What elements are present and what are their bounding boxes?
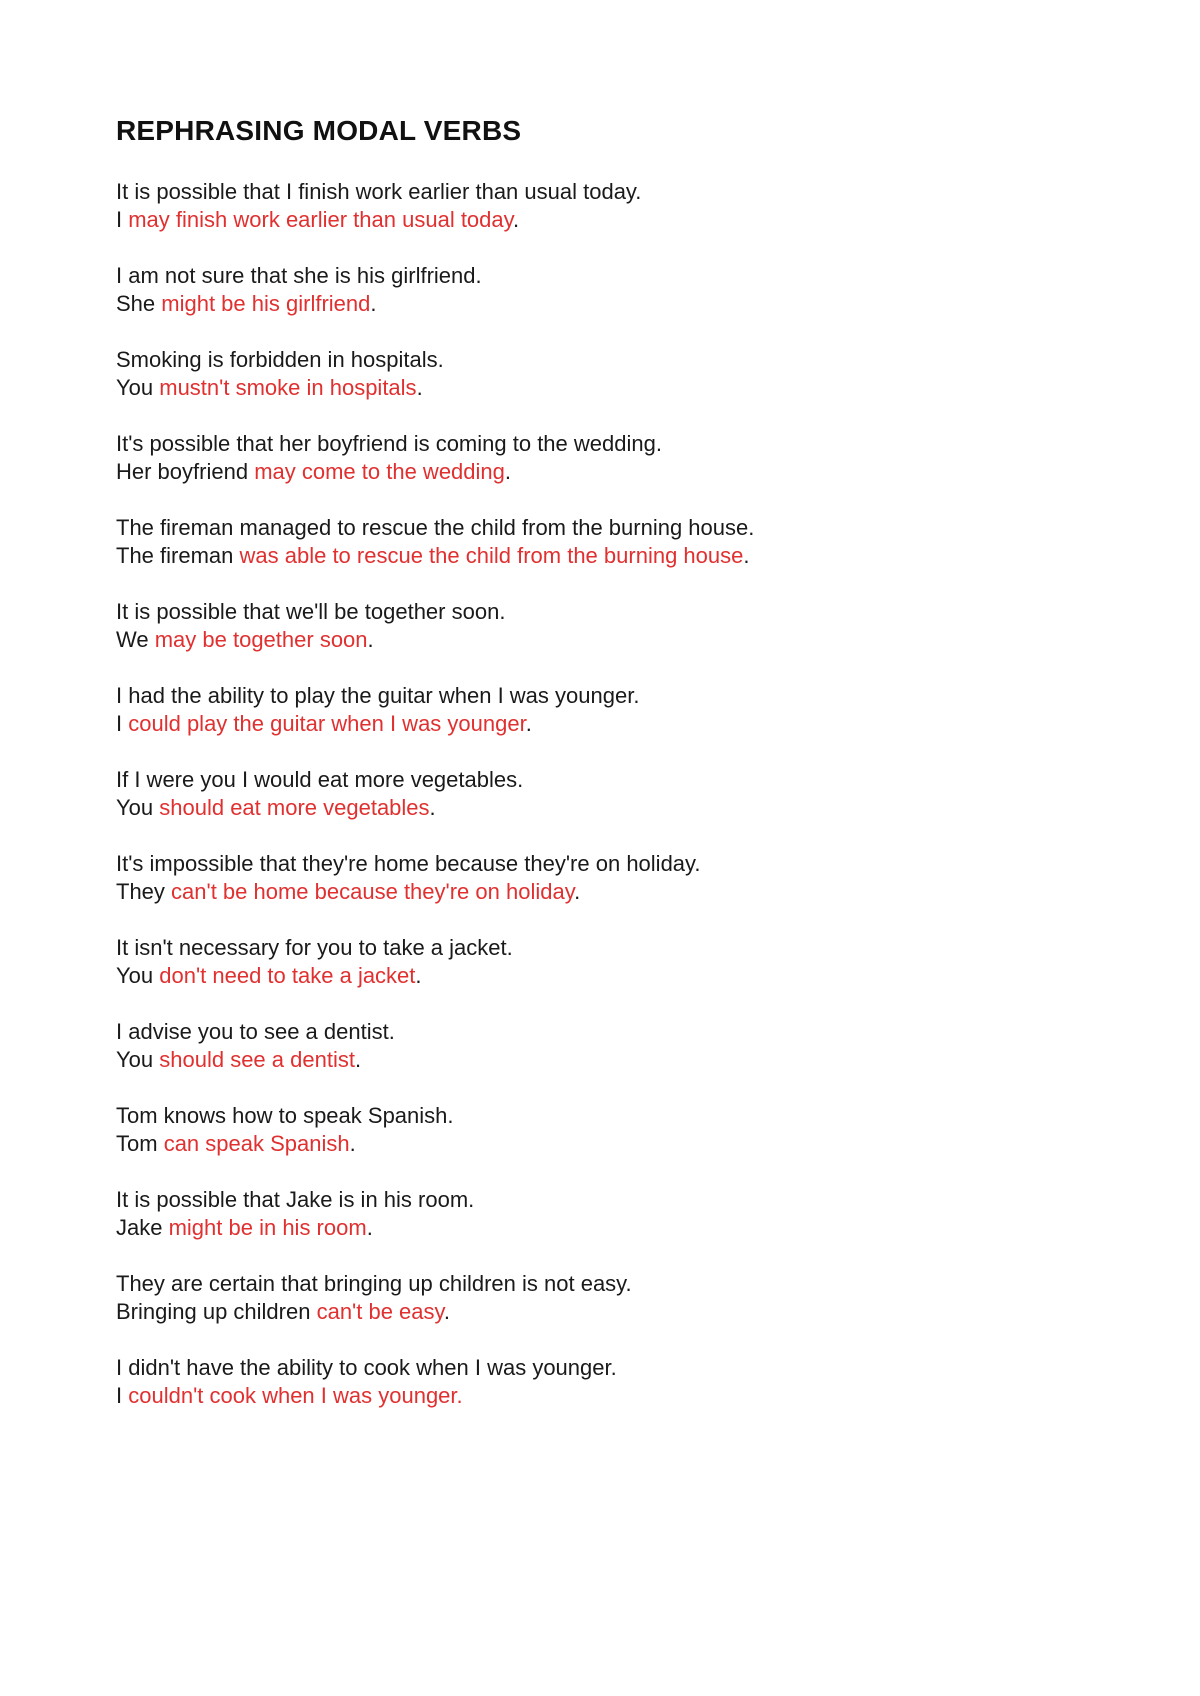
sentence-prefix: You [116,963,160,988]
rephrased-sentence [116,626,1116,654]
sentence-prefix: Bringing up children [116,1299,317,1324]
original-sentence: Tom knows how to speak Spanish. [116,1103,454,1128]
rephrased-sentence [116,962,1116,990]
original-sentence: I advise you to see a dentist. [116,1019,395,1044]
rephrased-sentence [116,1382,1116,1410]
sentence-prefix: We [116,627,155,652]
document-title: REPHRASING MODAL VERBS [116,115,522,146]
exercise-item [116,1354,1116,1438]
answer-text: might be his girlfriend [161,291,371,316]
original-sentence: It is possible that Jake is in his room. [116,1187,475,1212]
answer-text: should eat more vegetables [159,795,430,820]
answer-text: can speak Spanish [163,1131,350,1156]
sentence-suffix: . [370,291,377,316]
sentence-prefix: The fireman [116,543,240,568]
rephrased-sentence [116,1046,1116,1074]
original-sentence: They are certain that bringing up children is not easy. [116,1271,632,1296]
rephrased-sentence [116,206,1116,234]
sentence-suffix: . [429,795,436,820]
original-sentence: It is possible that we'll be together soon. [116,599,506,624]
original-sentence: The fireman managed to rescue the child from the burning house. [116,515,755,540]
answer-text: can't be easy [316,1299,444,1324]
answer-text: mustn't smoke in hospitals [159,375,417,400]
exercise-item [116,598,1116,682]
answer-text: couldn't cook when I was younger. [128,1383,463,1408]
exercise-item [116,262,1116,346]
exercise-item [116,346,1116,430]
exercise-item [116,1186,1116,1270]
answer-text: should see a dentist [159,1047,355,1072]
sentence-suffix: . [574,879,581,904]
rephrased-sentence [116,374,1116,402]
sentence-prefix: Jake [116,1215,169,1240]
exercise-item [116,1018,1116,1102]
original-sentence: Smoking is forbidden in hospitals. [116,347,444,372]
rephrased-sentence [116,1298,1116,1326]
rephrased-sentence [116,458,1116,486]
sentence-suffix: . [367,627,374,652]
rephrased-sentence [116,290,1116,318]
document-content [116,114,1116,1438]
rephrased-sentence [116,878,1116,906]
original-sentence: It's possible that her boyfriend is coming to the wedding. [116,431,662,456]
sentence-suffix: . [525,711,532,736]
original-sentence: It isn't necessary for you to take a jacket. [116,935,513,960]
exercise-item [116,1102,1116,1186]
answer-text: may finish work earlier than usual today [128,207,514,232]
rephrased-sentence [116,710,1116,738]
sentence-suffix: . [416,375,423,400]
sentence-suffix: . [366,1215,373,1240]
original-sentence: I am not sure that she is his girlfriend. [116,263,482,288]
sentence-prefix: I [116,1383,129,1408]
sentence-prefix: She [116,291,162,316]
answer-text: could play the guitar when I was younger [128,711,526,736]
sentence-prefix: I [116,207,129,232]
exercise-item [116,178,1116,262]
rephrased-sentence [116,794,1116,822]
exercise-list [116,178,1116,1438]
sentence-prefix: You [116,375,160,400]
rephrased-sentence [116,1130,1116,1158]
answer-text: don't need to take a jacket [159,963,416,988]
original-sentence: If I were you I would eat more vegetables. [116,767,524,792]
original-sentence: It is possible that I finish work earlier than usual today. [116,179,642,204]
exercise-item [116,514,1116,598]
sentence-prefix: You [116,795,160,820]
sentence-prefix: Tom [116,1131,164,1156]
exercise-item [116,1270,1116,1354]
answer-text: might be in his room [168,1215,367,1240]
original-sentence: I had the ability to play the guitar when I was younger. [116,683,640,708]
sentence-suffix: . [415,963,422,988]
sentence-prefix: I [116,711,129,736]
sentence-suffix: . [743,543,750,568]
exercise-item [116,766,1116,850]
answer-text: was able to rescue the child from the burning house [239,543,744,568]
sentence-prefix: You [116,1047,160,1072]
answer-text: can't be home because they're on holiday [171,879,575,904]
exercise-item [116,682,1116,766]
sentence-suffix: . [513,207,520,232]
rephrased-sentence [116,542,1116,570]
exercise-item [116,430,1116,514]
original-sentence: It's impossible that they're home because they're on holiday. [116,851,701,876]
exercise-item [116,850,1116,934]
sentence-prefix: Her boyfriend [116,459,255,484]
answer-text: may be together soon [154,627,368,652]
sentence-suffix: . [443,1299,451,1324]
rephrased-sentence [116,1214,1116,1242]
sentence-suffix: . [354,1047,362,1072]
sentence-suffix: . [349,1131,356,1156]
answer-text: may come to the wedding [254,459,505,484]
sentence-prefix: They [116,879,172,904]
original-sentence: I didn't have the ability to cook when I was younger. [116,1355,617,1380]
sentence-suffix: . [504,459,512,484]
exercise-item [116,934,1116,1018]
